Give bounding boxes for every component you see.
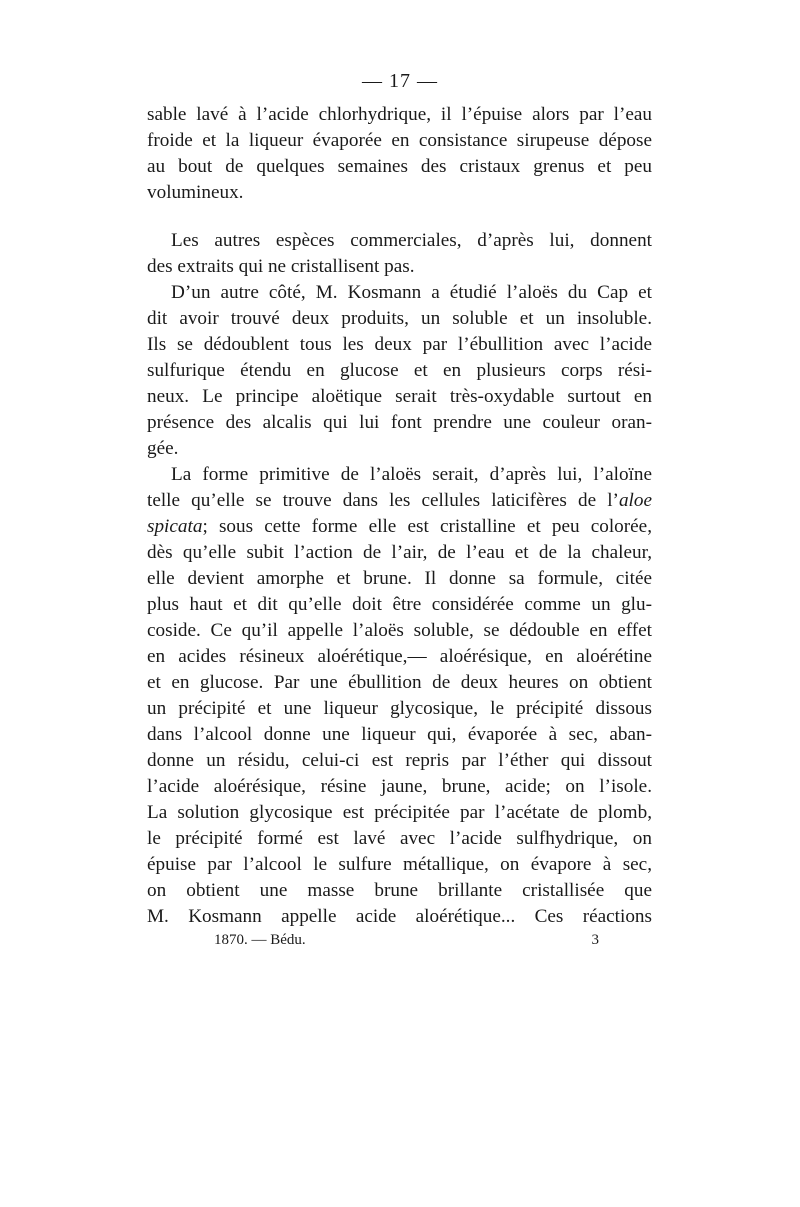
text-line: on obtient une masse brune brillante cristallisée que — [147, 880, 652, 901]
text-line: le précipité formé est lavé avec l’acide sulfhydrique, on — [147, 828, 652, 849]
text-line: La solution glycosique est précipitée par l’acétate de plomb, — [147, 802, 652, 823]
text-line: donne un résidu, celui-ci est repris par l’éther qui dissout — [147, 750, 652, 771]
text-line: elle devient amorphe et brune. Il donne sa formule, citée — [147, 568, 652, 589]
sheet-number: 3 — [591, 932, 599, 948]
page-number: — 17 — — [362, 70, 438, 92]
text-line: présence des alcalis qui lui font prendre une couleur oran- — [147, 412, 652, 433]
text-line: telle qu’elle se trouve dans les cellules laticifères de l’aloe — [147, 490, 652, 511]
signature-mark: 1870. — Bédu. — [214, 932, 306, 948]
text-line: dès qu’elle subit l’action de l’air, de l’eau et de la chaleur, — [147, 542, 652, 563]
text-line: des extraits qui ne cristallisent pas. — [147, 256, 415, 277]
text-line: sulfurique étendu en glucose et en plusieurs corps rési- — [147, 360, 652, 381]
text-line: sable lavé à l’acide chlorhydrique, il l’épuise alors par l’eau — [147, 104, 652, 125]
text-line: dit avoir trouvé deux produits, un soluble et un insoluble. — [147, 308, 652, 329]
text-line: dans l’alcool donne une liqueur qui, évaporée à sec, aban- — [147, 724, 652, 745]
text-line: plus haut et dit qu’elle doit être considérée comme un glu- — [147, 594, 652, 615]
text-line: l’acide aloérésique, résine jaune, brune, acide; on l’isole. — [147, 776, 652, 797]
text-line: et en glucose. Par une ébullition de deux heures on obtient — [147, 672, 652, 693]
text-line: Les autres espèces commerciales, d’après lui, donnent — [171, 230, 652, 251]
page-footer — [214, 928, 599, 952]
text-line: au bout de quelques semaines des cristaux grenus et peu — [147, 156, 652, 177]
text-line: neux. Le principe aloëtique serait très-oxydable surtout en — [147, 386, 652, 407]
text-line: D’un autre côté, M. Kosmann a étudié l’aloës du Cap et — [171, 282, 652, 303]
text-line: M. Kosmann appelle acide aloérétique... Ces réactions — [147, 906, 652, 927]
text-line: un précipité et une liqueur glycosique, le précipité dissous — [147, 698, 652, 719]
text-line: spicata; sous cette forme elle est cristalline et peu colorée, — [147, 516, 652, 537]
text-line: gée. — [147, 438, 179, 459]
text-line: en acides résineux aloérétique,— aloérésique, en aloérétine — [147, 646, 652, 667]
text-line: coside. Ce qu’il appelle l’aloës soluble, se dédouble en effet — [147, 620, 652, 641]
text-line: épuise par l’alcool le sulfure métallique, on évapore à sec, — [147, 854, 652, 875]
paragraph-gap — [147, 206, 652, 228]
text-line: froide et la liqueur évaporée en consistance sirupeuse dépose — [147, 130, 652, 151]
body-text — [147, 102, 652, 930]
text-line: Ils se dédoublent tous les deux par l’ébullition avec l’acide — [147, 334, 652, 355]
text-line: La forme primitive de l’aloës serait, d’après lui, l’aloïne — [171, 464, 652, 485]
text-line: volumineux. — [147, 182, 244, 203]
